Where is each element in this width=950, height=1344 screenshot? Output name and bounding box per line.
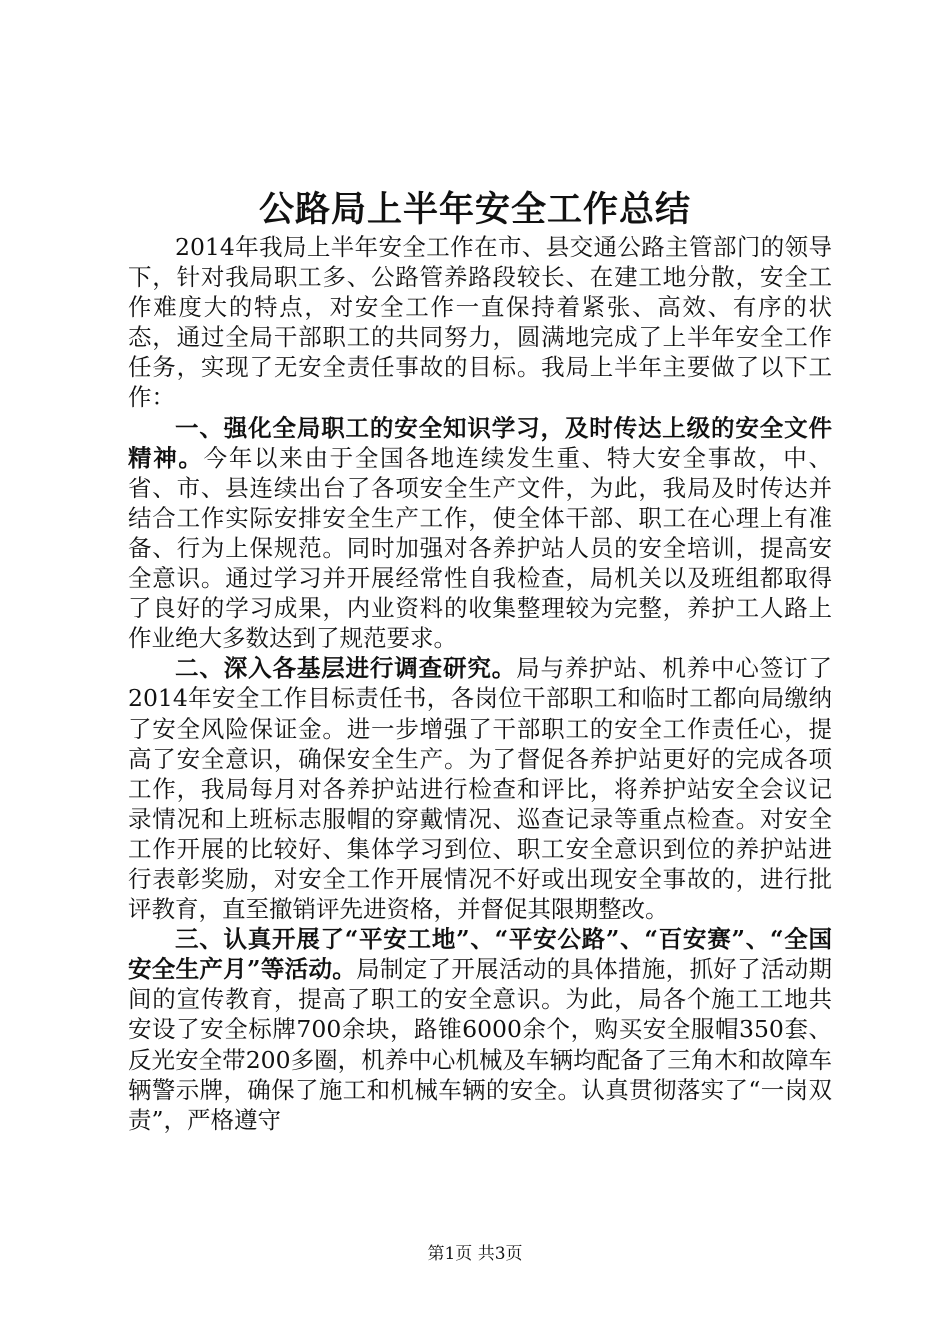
paragraph-section-3 [128, 924, 832, 1135]
paragraph-section-1 [128, 413, 832, 654]
paragraph-lead: 三、认真开展了“平安工地”、“平安公路”、“百安赛”、“全国安全生产月”等活动。 [128, 925, 832, 984]
paragraph-lead: 一、强化全局职工的安全知识学习，及时传达上级的安全文件精神。 [128, 413, 832, 472]
paragraph-text: 局制定了开展活动的具体措施，抓好了活动期间的宣传教育，提高了职工的安全意识。为此，局各个施工工地共安设了安全标牌700余块，路锥6000余个，购买安全服帽350套、反光安全带200多圈，机养中心机械及车辆均配备了三角木和故障车辆警示牌，确保了施工和机械车辆的安全。认真贯彻落实了“一岗双责”，严格遵守 [128, 955, 833, 1134]
document-body [128, 232, 832, 1135]
paragraph-intro [128, 232, 832, 413]
paragraph-text: 局与养护站、机养中心签订了2014年安全工作目标责任书，各岗位干部职工和临时工都向局缴纳了安全风险保证金。进一步增强了干部职工的安全工作责任心，提高了安全意识，确保安全生产。为了督促各养护站更好的完成各项工作，我局每月对各养护站进行检查和评比，将养护站安全会议记录情况和上班标志服帽的穿戴情况、巡查记录等重点检查。对安全工作开展的比较好、集体学习到位、职工安全意识到位的养护站进行表彰奖励，对安全工作开展情况不好或出现安全事故的，进行批评教育，直至撤销评先进资格，并督促其限期整改。 [128, 654, 833, 924]
paragraph-section-2 [128, 653, 832, 924]
paragraph-text: 2014年我局上半年安全工作在市、县交通公路主管部门的领导下，针对我局职工多、公路管养路段较长、在建工地分散，安全工作难度大的特点，对安全工作一直保持着紧张、高效、有序的状态，通过全局干部职工的共同努力，圆满地完成了上半年安全工作任务，实现了无安全责任事故的目标。我局上半年主要做了以下工作： [128, 233, 832, 412]
paragraph-lead: 二、深入各基层进行调查研究。 [175, 654, 517, 683]
paragraph-text: 今年以来由于全国各地连续发生重、特大安全事故，中、省、市、县连续出台了各项安全生产文件，为此，我局及时传达并结合工作实际安排安全生产工作，使全体干部、职工在心理上有准备、行为上保规范。同时加强对各养护站人员的安全培训，提高安全意识。通过学习并开展经常性自我检查，局机关以及班组都取得了良好的学习成果，内业资料的收集整理较为完整，养护工人路上作业绝大多数达到了规范要求。 [128, 443, 833, 653]
page-number-footer: 第1页 共3页 [427, 1244, 523, 1264]
document-title: 公路局上半年安全工作总结 [258, 189, 691, 230]
